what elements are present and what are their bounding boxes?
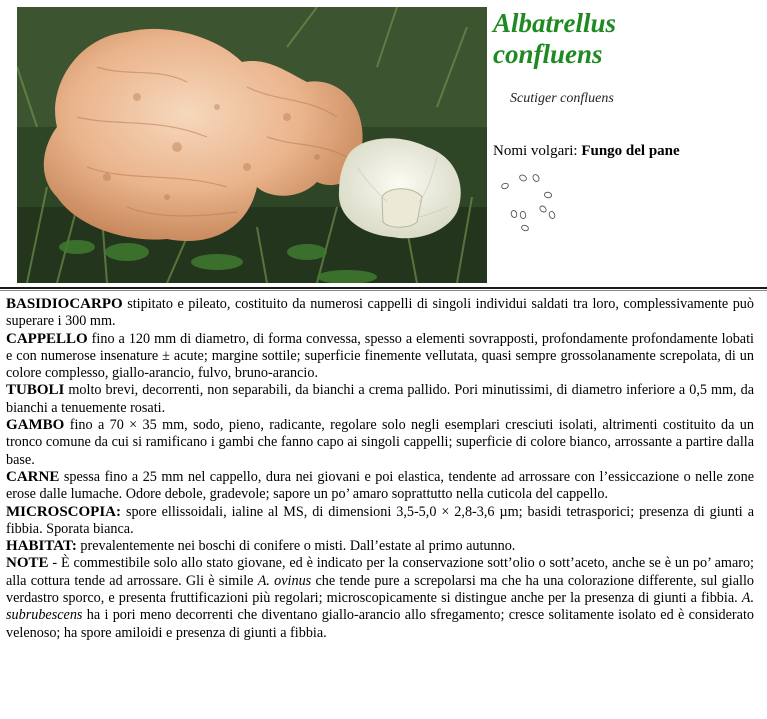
section-habitat xyxy=(6,538,754,555)
species-title xyxy=(493,8,616,70)
species-title-epithet: confluens xyxy=(493,39,603,69)
note-text: ha i pori meno decorrenti che diventano giallo-arancio allo sfregamento; cresce solitamente isolato ed è considerato velenoso; ha spore amiloidi e presenza di giunti a fibbia. xyxy=(6,607,754,641)
section-key: TUBOLI xyxy=(6,382,65,399)
species-title-genus: Albatrellus xyxy=(493,8,617,38)
section-note xyxy=(6,555,754,641)
section-gambo xyxy=(6,417,754,469)
section-basidiocarpo xyxy=(6,296,754,331)
section-text: fino a 70 × 35 mm, sodo, pieno, radicante, regolare solo negli esemplari cresciuti isolati, altrimenti costituito da un tronco comune da cui si ramificano i gambi che fanno capo ai singoli cappelli; superficie di colore bianco, arrossante a partire dalla base. xyxy=(6,417,754,468)
section-text: spessa fino a 25 mm nel cappello, dura nei giovani e poi elastica, tendente ad arrossare con l’essiccazione o nelle zone erose dalle lumache. Odore debole, gradevole; sapore un po’ amaro soprattutto nella cuticola del cappello. xyxy=(6,468,754,503)
common-names xyxy=(493,143,680,160)
section-text: stipitato e pileato, costituito da numerosi cappelli di singoli individui saldati tra loro, complessivamente può superare i 300 mm. xyxy=(6,296,754,330)
section-key: GAMBO xyxy=(6,417,65,434)
section-key: HABITAT: xyxy=(6,538,77,555)
spore xyxy=(501,182,509,189)
species-ref-subrubescens: A. subrubescens xyxy=(6,590,754,624)
spore xyxy=(544,192,552,199)
section-tuboli xyxy=(6,382,754,417)
section-key: CARNE xyxy=(6,468,60,485)
section-divider-shadow xyxy=(0,290,767,291)
spore xyxy=(532,173,540,182)
section-microscopia xyxy=(6,504,754,539)
mushroom-photo xyxy=(17,7,487,283)
section-text: fino a 120 mm di diametro, di forma convessa, spesso a elementi sovrapposti, profondamente profondamente lobati e con numerose insenature ± acute; margine sottile; superficie finemente vellutata, quasi sempre grossolanamente screpolata, di un colore complesso, giallo-arancio, fulvo, bruno-arancio. xyxy=(6,330,754,382)
spore xyxy=(520,211,527,219)
section-key: BASIDIOCARPO xyxy=(6,296,123,312)
section-key: CAPPELLO xyxy=(6,330,88,347)
spore xyxy=(548,211,556,220)
common-names-label: Nomi volgari: xyxy=(493,143,578,159)
section-divider xyxy=(0,287,767,289)
spore xyxy=(519,174,528,182)
species-synonym: Scutiger confluens xyxy=(510,91,614,106)
spore-drawing xyxy=(495,168,565,238)
mushroom-photo-art xyxy=(17,7,487,283)
spore xyxy=(510,210,517,218)
species-description xyxy=(6,296,754,642)
common-name-value: Fungo del pane xyxy=(581,143,680,159)
section-key: NOTE xyxy=(6,555,49,572)
spore xyxy=(539,205,548,213)
note-text: - È commestibile solo allo stato giovane, ed è indicato per la conservazione sott’olio o sott’aceto, anche se è un po’ amaro; alla cottura tende ad arrossare. Gli è simile xyxy=(6,555,754,589)
section-text: spore ellissoidali, ialine al MS, di dimensioni 3,5-5,0 × 2,8-3,6 µm; basidi tetrasporici; presenza di giunti a fibbia. Sporata bianca. xyxy=(6,503,754,537)
note-text: che tende pure a screpolarsi ma che ha una colorazione differente, sul giallo verdastro sporco, e presenta fruttificazioni più regolari; microscopicamente si distingue anche per la presenza di giunti a fibbia. xyxy=(6,572,754,607)
section-key: MICROSCOPIA: xyxy=(6,503,121,520)
spore xyxy=(521,224,529,231)
section-text: prevalentemente nei boschi di conifere o misti. Dall’estate al primo autunno. xyxy=(76,538,516,555)
section-text: molto brevi, decorrenti, non separabili, da bianchi a crema pallido. Pori minutissimi, di diametro inferiore a 0,5 mm, da bianchi a tenuemente rosati. xyxy=(6,382,754,416)
species-ref-ovinus: A. ovinus xyxy=(257,572,312,589)
section-cappello xyxy=(6,331,754,383)
section-carne xyxy=(6,469,754,504)
